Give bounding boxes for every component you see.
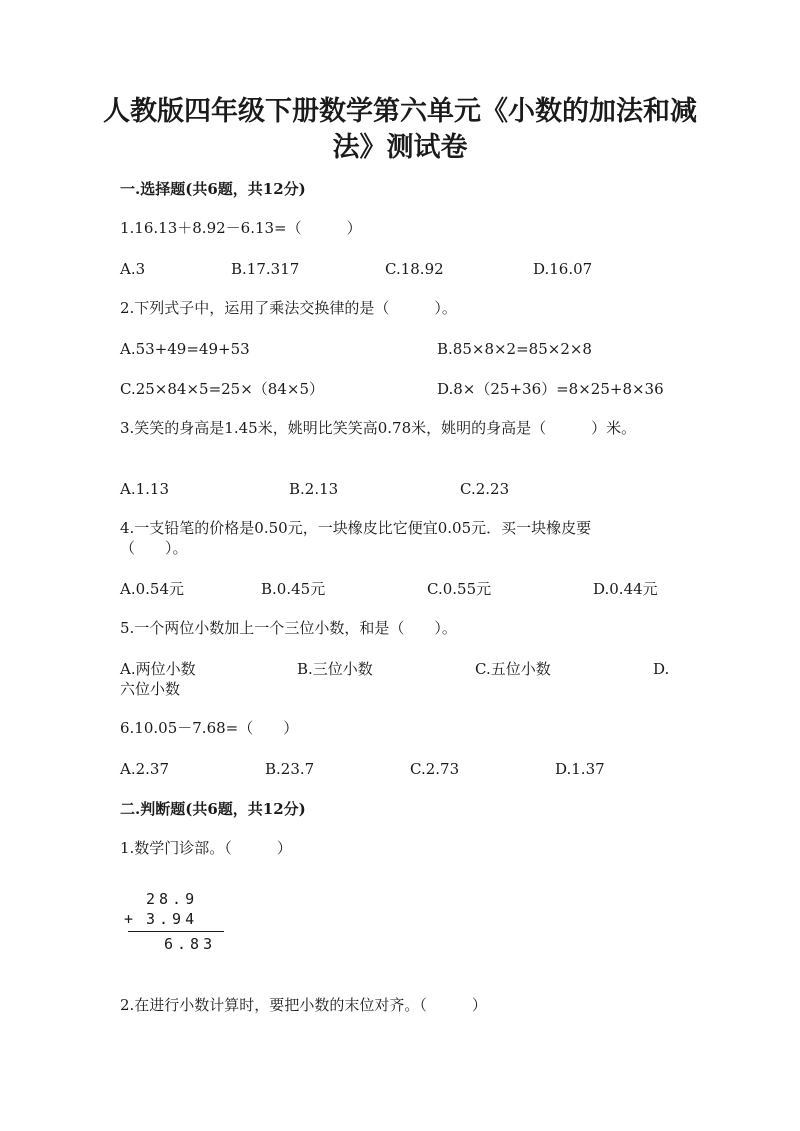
- q4-option-c: C.0.55元: [427, 580, 492, 598]
- q3-option-b: B.2.13: [289, 480, 339, 498]
- judgement-1: 1.数学门诊部。（ ）: [120, 839, 292, 857]
- plus-sign: +: [124, 910, 134, 928]
- judgement-2: 2.在进行小数计算时，要把小数的末位对齐。（ ）: [120, 996, 487, 1014]
- vertical-addition: [124, 890, 234, 954]
- q1-option-c: C.18.92: [385, 260, 444, 278]
- q2-option-c: C.25×84×5=25×（84×5）: [120, 380, 324, 398]
- sum-rule: [128, 931, 224, 932]
- question-5: 5.一个两位小数加上一个三位小数，和是（ ）。: [120, 619, 457, 637]
- section-heading-judgement: 二.判断题(共6题，共12分): [120, 800, 306, 818]
- q3-option-c: C.2.23: [460, 480, 510, 498]
- question-4-line-2: （ ）。: [120, 539, 188, 557]
- q6-option-b: B.23.7: [265, 760, 315, 778]
- q6-option-c: C.2.73: [410, 760, 460, 778]
- title-line-2: 法》测试卷: [332, 132, 468, 163]
- q2-option-b: B.85×8×2=85×2×8: [437, 340, 592, 358]
- question-6: 6.10.05－7.68=（ ）: [120, 719, 299, 737]
- question-4-line-1: 4.一支铅笔的价格是0.50元，一块橡皮比它便宜0.05元．买一块橡皮要: [120, 519, 592, 537]
- question-2: 2.下列式子中，运用了乘法交换律的是（ ）。: [120, 299, 457, 317]
- page-title: [0, 94, 800, 166]
- q5-option-d: D.: [653, 660, 670, 678]
- q5-option-a: A.两位小数: [120, 660, 196, 678]
- q4-option-d: D.0.44元: [593, 580, 658, 598]
- q5-option-c: C.五位小数: [475, 660, 551, 678]
- q1-option-d: D.16.07: [533, 260, 593, 278]
- q4-option-a: A.0.54元: [120, 580, 184, 598]
- q3-option-a: A.1.13: [120, 480, 169, 498]
- q2-option-a: A.53+49=49+53: [120, 340, 250, 358]
- question-3: 3.笑笑的身高是1.45米，姚明比笑笑高0.78米，姚明的身高是（ ）米。: [120, 419, 637, 437]
- title-line-1: 人教版四年级下册数学第六单元《小数的加法和减: [103, 96, 697, 127]
- question-1: 1.16.13＋8.92－6.13=（ ）: [120, 219, 362, 237]
- section-heading-choice: 一.选择题(共6题，共12分): [120, 180, 306, 198]
- q5-option-b: B.三位小数: [297, 660, 373, 678]
- q5-option-d-text: 六位小数: [120, 680, 181, 698]
- addend-1: 28.9: [146, 890, 199, 908]
- q1-option-b: B.17.317: [231, 260, 300, 278]
- addend-2: 3.94: [146, 910, 199, 928]
- q6-option-a: A.2.37: [120, 760, 169, 778]
- question-4: [120, 518, 591, 558]
- q2-option-d: D.8×（25+36）=8×25+8×36: [437, 380, 664, 398]
- sum-result: 6.83: [164, 935, 217, 953]
- q6-option-d: D.1.37: [555, 760, 605, 778]
- q4-option-b: B.0.45元: [261, 580, 326, 598]
- q1-option-a: A.3: [120, 260, 146, 278]
